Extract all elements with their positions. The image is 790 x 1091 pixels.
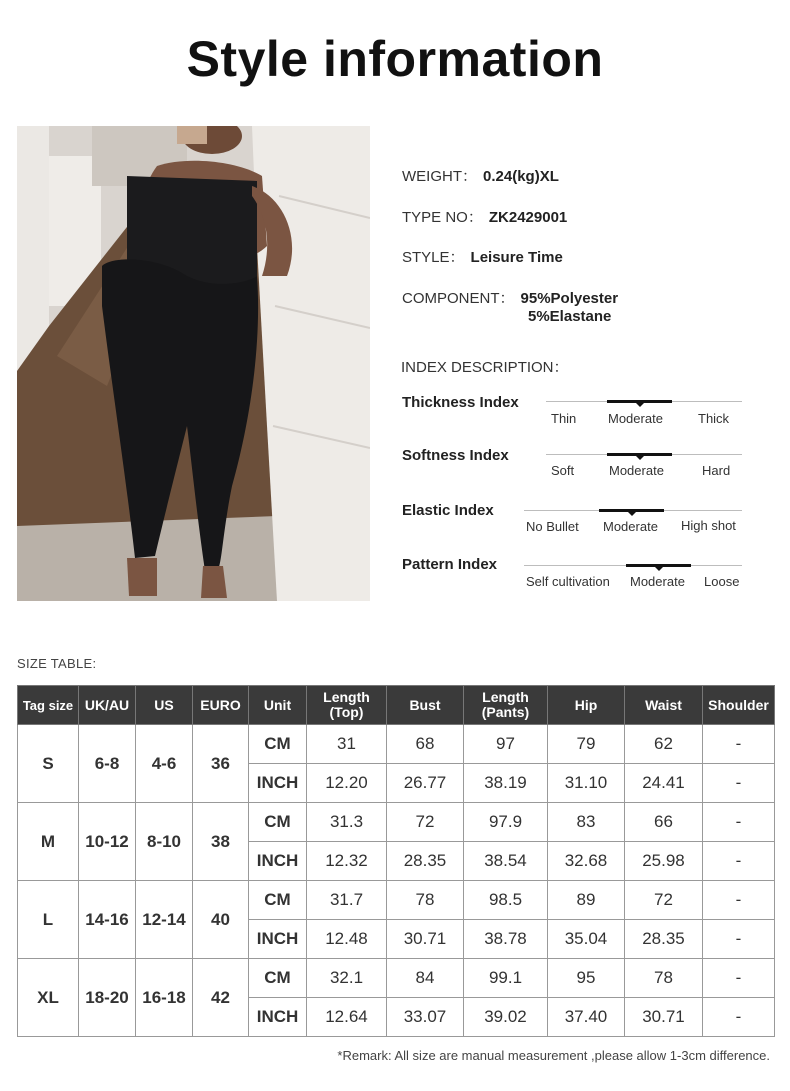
length-pants-cell: 97.9 [464,803,548,842]
style-spec [402,246,563,267]
unit-cell: CM [249,881,307,920]
hip-cell: 35.04 [548,920,625,959]
elastic-index-label: Elastic Index [402,502,494,519]
bust-cell: 68 [387,725,464,764]
length-pants-cell: 38.54 [464,842,548,881]
length-top-cell: 31 [307,725,387,764]
table-row [18,881,775,920]
length-pants-cell: 39.02 [464,998,548,1037]
header-length-top-line1: Length [323,689,370,705]
length-pants-cell: 97 [464,725,548,764]
waist-cell: 62 [625,725,703,764]
header-length-top-line2: (Top) [329,704,364,720]
length-pants-cell: 38.19 [464,764,548,803]
unit-cell: INCH [249,764,307,803]
us-cell: 4-6 [136,725,193,803]
length-top-cell: 12.20 [307,764,387,803]
waist-cell: 28.35 [625,920,703,959]
hip-cell: 32.68 [548,842,625,881]
tag-size-cell: L [18,881,79,959]
header-euro: EURO [193,686,249,725]
bust-cell: 78 [387,881,464,920]
uk-au-cell: 6-8 [79,725,136,803]
waist-cell: 30.71 [625,998,703,1037]
type-spec [402,206,567,227]
bust-cell: 33.07 [387,998,464,1037]
tag-size-cell: XL [18,959,79,1037]
weight-value: 0.24(kg)XL [483,168,559,185]
softness-option-soft: Soft [551,463,575,478]
header-length-pants [464,686,548,725]
shoulder-cell: - [703,842,775,881]
length-pants-cell: 99.1 [464,959,548,998]
waist-cell: 24.41 [625,764,703,803]
shoulder-cell: - [703,881,775,920]
page-title: Style information [186,31,604,87]
shoulder-cell: - [703,725,775,764]
uk-au-cell: 18-20 [79,959,136,1037]
pattern-index-label: Pattern Index [402,556,498,573]
bust-cell: 72 [387,803,464,842]
size-table-label: SIZE TABLE: [17,656,97,671]
unit-cell: INCH [249,998,307,1037]
unit-cell: CM [249,803,307,842]
euro-cell: 38 [193,803,249,881]
shoulder-cell: - [703,920,775,959]
softness-option-hard: Hard [702,463,731,478]
shoulder-cell: - [703,959,775,998]
elastic-index-pointer [628,512,636,516]
remark-note: *Remark: All size are manual measurement ,please allow 1-3cm difference. [337,1048,770,1063]
component-value-2: 5%Elastane [528,308,612,325]
waist-cell: 25.98 [625,842,703,881]
table-row [18,803,775,842]
length-top-cell: 31.7 [307,881,387,920]
length-top-cell: 31.3 [307,803,387,842]
product-photo [17,126,370,601]
header-length-pants-line1: Length [482,689,529,705]
elastic-option-no-bullet: No Bullet [526,519,579,534]
length-top-cell: 12.32 [307,842,387,881]
header-bust: Bust [387,686,464,725]
length-pants-cell: 38.78 [464,920,548,959]
unit-cell: INCH [249,920,307,959]
header-uk-au: UK/AU [79,686,136,725]
tag-size-cell: S [18,725,79,803]
header-us: US [136,686,193,725]
us-cell: 12-14 [136,881,193,959]
length-top-cell: 12.48 [307,920,387,959]
thickness-index-label: Thickness Index [402,394,519,411]
table-header-row [18,686,775,725]
bust-cell: 26.77 [387,764,464,803]
pattern-option-self-cultivation: Self cultivation [526,574,610,589]
elastic-option-moderate: Moderate [603,519,658,534]
header-unit: Unit [249,686,307,725]
waist-cell: 72 [625,881,703,920]
header-length-top [307,686,387,725]
hip-cell: 95 [548,959,625,998]
hip-cell: 83 [548,803,625,842]
component-value-1: 95%Polyester [520,290,619,307]
shoulder-cell: - [703,764,775,803]
table-row [18,959,775,998]
type-value: ZK2429001 [488,209,568,226]
waist-cell: 66 [625,803,703,842]
hip-cell: 37.40 [548,998,625,1037]
length-top-cell: 32.1 [307,959,387,998]
softness-index-pointer [636,456,644,460]
length-pants-cell: 98.5 [464,881,548,920]
waist-cell: 78 [625,959,703,998]
softness-option-moderate: Moderate [609,463,664,478]
index-description-heading: INDEX DESCRIPTION： [401,359,569,376]
us-cell: 16-18 [136,959,193,1037]
uk-au-cell: 10-12 [79,803,136,881]
component-key: COMPONENT： [402,290,515,307]
thickness-option-thin: Thin [551,411,577,426]
header-length-pants-line2: (Pants) [481,704,530,720]
style-value: Leisure Time [470,249,563,266]
uk-au-cell: 14-16 [79,881,136,959]
us-cell: 8-10 [136,803,193,881]
size-table [17,685,775,1037]
elastic-option-high-shot: High shot [681,518,736,533]
thickness-option-moderate: Moderate [608,411,663,426]
softness-index-label: Softness Index [402,447,509,464]
component-spec [402,287,618,308]
header-waist: Waist [625,686,703,725]
pattern-index-pointer [655,567,663,571]
unit-cell: CM [249,725,307,764]
bust-cell: 28.35 [387,842,464,881]
thickness-option-thick: Thick [698,411,730,426]
hip-cell: 89 [548,881,625,920]
hip-cell: 79 [548,725,625,764]
weight-key: WEIGHT： [402,168,477,185]
shoulder-cell: - [703,998,775,1037]
bust-cell: 30.71 [387,920,464,959]
euro-cell: 36 [193,725,249,803]
unit-cell: INCH [249,842,307,881]
euro-cell: 42 [193,959,249,1037]
thickness-index-pointer [636,403,644,407]
unit-cell: CM [249,959,307,998]
style-key: STYLE： [402,249,465,266]
pattern-option-loose: Loose [704,574,740,589]
header-shoulder: Shoulder [703,686,775,725]
header-tag-size: Tag size [18,686,79,725]
header-hip: Hip [548,686,625,725]
euro-cell: 40 [193,881,249,959]
weight-spec [402,165,559,186]
table-row [18,725,775,764]
pattern-option-moderate: Moderate [630,574,685,589]
tag-size-cell: M [18,803,79,881]
type-key: TYPE NO： [402,209,483,226]
bust-cell: 84 [387,959,464,998]
shoulder-cell: - [703,803,775,842]
hip-cell: 31.10 [548,764,625,803]
length-top-cell: 12.64 [307,998,387,1037]
